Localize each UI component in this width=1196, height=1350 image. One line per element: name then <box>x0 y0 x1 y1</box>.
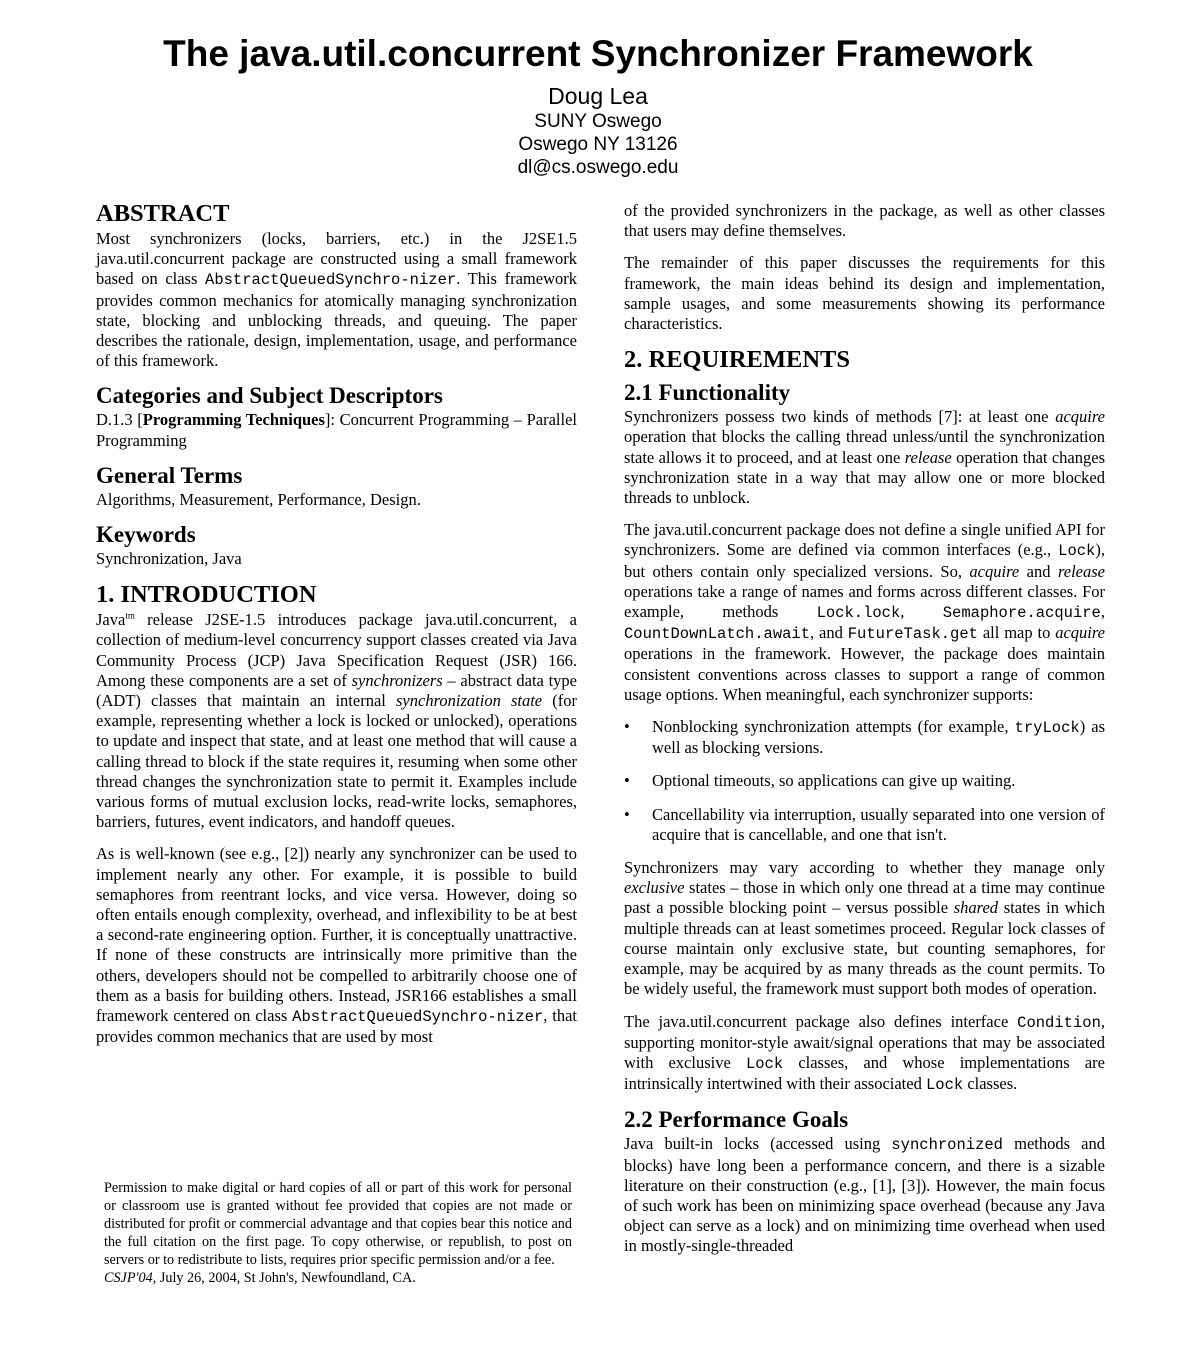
list-item: • Cancellability via interruption, usually separated into one version of acquire that is cancellable, and one that isn't. <box>624 805 1105 845</box>
venue-line: CSJP'04, July 26, 2004, St John's, Newfoundland, CA. <box>104 1270 416 1286</box>
requirements-heading: 2. REQUIREMENTS <box>624 346 850 374</box>
author-address: Oswego NY 13126 <box>518 134 678 155</box>
performance-goals-heading: 2.2 Performance Goals <box>624 1107 849 1133</box>
general-terms-heading: General Terms <box>96 462 243 488</box>
introduction-paragraph-1: Java$^{tm}$ release J2SE-1.5 introduces package java.util.concurrent, a collection of medium-level concurrency support classes created via Java Community Process (JCP) Java Specification Request (JSR) 166. Among these components are a set of synchronizers – abstract data type (ADT) classes that maintain an internal synchronization state (for example, representing whether a lock is locked or unlocked), operations to update and inspect that state, and at least one method that will cause a calling thread to block if the state requires it, resuming when some other thread changes the synchronization state to permit it. Examples include various forms of mutual exclusion locks, read-write locks, semaphores, barriers, futures, event indicators, and handoff queues. <box>96 610 577 832</box>
left-column <box>96 200 577 1060</box>
categories-text: D.1.3 [Programming Techniques]: Concurrent Programming – Parallel Programming <box>96 410 577 450</box>
introduction-paragraph-2: As is well-known (see e.g., [2]) nearly any synchronizer can be used to implement nearly any other. For example, it is possible to build semaphores from reentrant locks, and vice versa. However, doing so often entails enough complexity, overhead, and inflexibility to be at best a second-rate engineering option. Further, it is conceptually unattractive. If none of these constructs are intrinsically more primitive than the others, developers should not be compelled to arbitrarily choose one of them as a basis for building others. Instead, JSR166 establishes a small framework centered on class AbstractQueuedSynchro-nizer, that provides common mechanics that are used by most <box>96 844 577 1047</box>
author-name: Doug Lea <box>548 83 648 109</box>
synchronizer-features-list <box>624 717 1105 845</box>
functionality-paragraph-4: The java.util.concurrent package also defines interface Condition, supporting monitor-style await/signal operations that may be associated with exclusive Lock classes, and whose implementations are intrinsically intertwined with their associated Lock classes. <box>624 1011 1105 1095</box>
remainder-paragraph: The remainder of this paper discusses the requirements for this framework, the main ideas behind its design and implementation, sample usages, and some measurements showing its performance characteristics. <box>624 253 1105 334</box>
performance-paragraph-1: Java built-in locks (accessed using synchronized methods and blocks) have long been a performance concern, and there is a sizable literature on their construction (e.g., [1], [3]). However, the main focus of such work has been on minimizing space overhead (because any Java object can serve as a lock) and on minimizing time overhead when used in mostly-single-threaded <box>624 1134 1105 1256</box>
keywords-text: Synchronization, Java <box>96 549 242 569</box>
categories-heading: Categories and Subject Descriptors <box>96 383 443 409</box>
abstract-heading: ABSTRACT <box>96 200 230 227</box>
list-item: • Optional timeouts, so applications can give up waiting. <box>624 771 1105 791</box>
author-affiliation: SUNY Oswego <box>534 111 662 132</box>
functionality-paragraph-3: Synchronizers may vary according to whether they manage only exclusive states – those in which only one thread at a time may continue past a possible blocking point – versus possible shared states in which multiple threads can at least sometimes proceed. Regular lock classes of course maintain only exclusive state, but counting semaphores, for example, may be acquired by as many threads as the count permits. To be widely useful, the framework must support both modes of operation. <box>624 858 1105 999</box>
right-column <box>624 201 1105 1269</box>
keywords-heading: Keywords <box>96 522 196 548</box>
functionality-heading: 2.1 Functionality <box>624 380 791 406</box>
general-terms-text: Algorithms, Measurement, Performance, Design. <box>96 489 421 509</box>
paper-title: The java.util.concurrent Synchronizer Framework <box>163 33 1033 74</box>
abstract-text: Most synchronizers (locks, barriers, etc.) in the J2SE1.5 java.util.concurrent package are constructed using a small framework based on class AbstractQueuedSynchro-nizer. This framework provides common mechanics for atomically managing synchronization state, blocking and unblocking threads, and queuing. The paper describes the rationale, design, implementation, usage, and performance of this framework. <box>96 229 577 371</box>
list-item: • Nonblocking synchronization attempts (for example, tryLock) as well as blocking versions. <box>624 717 1105 758</box>
continued-paragraph: of the provided synchronizers in the package, as well as other classes that users may define themselves. <box>624 201 1105 241</box>
functionality-paragraph-2: The java.util.concurrent package does not define a single unified API for synchronizers. Some are defined via common interfaces (e.g., Lock), but others contain only specialized versions. So, acquire and release operations take a range of names and forms across different classes. For example, methods Lock.lock, Semaphore.acquire, CountDownLatch.await, and FutureTask.get all map to acquire operations in the framework. However, the package does maintain consistent conventions across classes to support a range of common usage options. When meaningful, each synchronizer supports: <box>624 520 1105 704</box>
permission-notice: Permission to make digital or hard copies of all or part of this work for personal or classroom use is granted without fee provided that copies are not made or distributed for profit or commercial advantage and that copies bear this notice and the full citation on the first page. To copy otherwise, or republish, to post on servers or to redistribute to lists, requires prior specific permission and/or a fee. CSJP'04, July 26, 2004, St John's, Newfoundland, CA. <box>104 1180 572 1286</box>
author-email: dl@cs.oswego.edu <box>517 157 679 178</box>
title-block <box>0 30 1196 179</box>
functionality-paragraph-1: Synchronizers possess two kinds of methods [7]: at least one acquire operation that blocks the calling thread unless/until the synchronization state allows it to proceed, and at least one release operation that changes synchronization state in a way that may allow one or more blocked threads to unblock. <box>624 407 1106 508</box>
introduction-heading: 1. INTRODUCTION <box>96 581 317 609</box>
